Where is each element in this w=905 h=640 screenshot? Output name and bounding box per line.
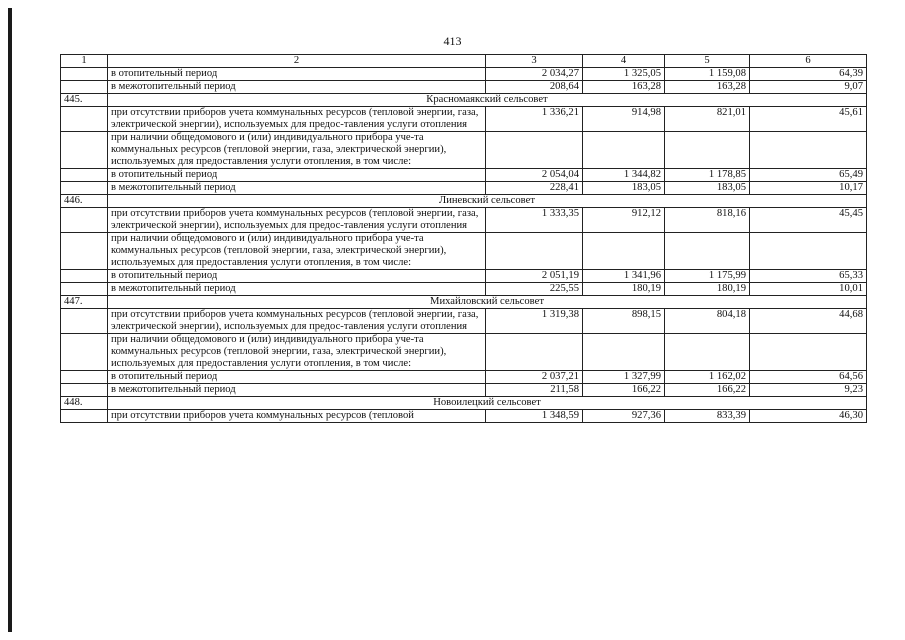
value-cell-col6: 64,56 — [750, 371, 867, 384]
row-number-cell — [61, 233, 108, 270]
value-cell-col4: 898,15 — [583, 309, 665, 334]
tariff-table — [60, 54, 867, 423]
row-number-cell — [61, 208, 108, 233]
value-cell-col6: 9,23 — [750, 384, 867, 397]
value-cell-col3: 211,58 — [486, 384, 583, 397]
value-cell-col4: 914,98 — [583, 107, 665, 132]
value-cell-col4: 1 344,82 — [583, 169, 665, 182]
header-cell: 2 — [108, 55, 486, 68]
header-cell: 5 — [665, 55, 750, 68]
value-cell-col6 — [750, 132, 867, 169]
value-cell-col5 — [665, 233, 750, 270]
value-cell-col4: 1 327,99 — [583, 371, 665, 384]
table-row — [61, 182, 867, 195]
header-cell: 1 — [61, 55, 108, 68]
value-cell-col5: 163,28 — [665, 81, 750, 94]
value-cell-col3 — [486, 233, 583, 270]
row-number-cell — [61, 270, 108, 283]
value-cell-col4: 912,12 — [583, 208, 665, 233]
section-title-cell: Красномаякский сельсовет — [108, 94, 867, 107]
table-row — [61, 334, 867, 371]
value-cell-col5: 1 159,08 — [665, 68, 750, 81]
row-description-cell: в отопительный период — [108, 371, 486, 384]
value-cell-col4 — [583, 132, 665, 169]
section-title-cell: Михайловский сельсовет — [108, 296, 867, 309]
value-cell-col5: 804,18 — [665, 309, 750, 334]
row-number-cell — [61, 81, 108, 94]
row-description-cell: в отопительный период — [108, 68, 486, 81]
row-description-cell: в межотопительный период — [108, 81, 486, 94]
section-row — [61, 94, 867, 107]
row-description-cell: в отопительный период — [108, 169, 486, 182]
value-cell-col5: 833,39 — [665, 410, 750, 423]
header-cell: 4 — [583, 55, 665, 68]
value-cell-col6: 65,49 — [750, 169, 867, 182]
value-cell-col6: 9,07 — [750, 81, 867, 94]
row-number-cell — [61, 283, 108, 296]
value-cell-col5: 818,16 — [665, 208, 750, 233]
value-cell-col3: 2 037,21 — [486, 371, 583, 384]
value-cell-col5: 1 178,85 — [665, 169, 750, 182]
value-cell-col6: 46,30 — [750, 410, 867, 423]
value-cell-col3: 2 054,04 — [486, 169, 583, 182]
value-cell-col4: 927,36 — [583, 410, 665, 423]
value-cell-col6: 65,33 — [750, 270, 867, 283]
table-row — [61, 283, 867, 296]
row-description-cell: при отсутствии приборов учета коммунальных ресурсов (тепловой — [108, 410, 486, 423]
section-row — [61, 296, 867, 309]
value-cell-col4: 183,05 — [583, 182, 665, 195]
section-number-cell: 446. — [61, 195, 108, 208]
row-description-cell: в межотопительный период — [108, 182, 486, 195]
table-row — [61, 371, 867, 384]
table-row — [61, 68, 867, 81]
table-row — [61, 132, 867, 169]
value-cell-col4: 163,28 — [583, 81, 665, 94]
section-row — [61, 195, 867, 208]
row-number-cell — [61, 410, 108, 423]
section-number-cell: 448. — [61, 397, 108, 410]
row-number-cell — [61, 107, 108, 132]
value-cell-col4 — [583, 334, 665, 371]
page-number: 413 — [443, 34, 462, 48]
row-number-cell — [61, 384, 108, 397]
value-cell-col6 — [750, 233, 867, 270]
value-cell-col3: 208,64 — [486, 81, 583, 94]
row-number-cell — [61, 132, 108, 169]
table-row — [61, 270, 867, 283]
value-cell-col4: 1 341,96 — [583, 270, 665, 283]
table-row — [61, 384, 867, 397]
value-cell-col5: 183,05 — [665, 182, 750, 195]
value-cell-col3 — [486, 132, 583, 169]
value-cell-col3: 1 319,38 — [486, 309, 583, 334]
value-cell-col3 — [486, 334, 583, 371]
section-title-cell: Новоилецкий сельсовет — [108, 397, 867, 410]
header-cell: 3 — [486, 55, 583, 68]
table-row — [61, 81, 867, 94]
value-cell-col3: 228,41 — [486, 182, 583, 195]
table-row — [61, 107, 867, 132]
value-cell-col4 — [583, 233, 665, 270]
value-cell-col4: 166,22 — [583, 384, 665, 397]
value-cell-col5: 821,01 — [665, 107, 750, 132]
section-number-cell: 445. — [61, 94, 108, 107]
table-row — [61, 233, 867, 270]
row-number-cell — [61, 334, 108, 371]
row-description-cell: в межотопительный период — [108, 384, 486, 397]
table-row — [61, 169, 867, 182]
value-cell-col3: 1 333,35 — [486, 208, 583, 233]
table-row — [61, 309, 867, 334]
section-row — [61, 397, 867, 410]
value-cell-col6: 64,39 — [750, 68, 867, 81]
row-description-cell: при наличии общедомового и (или) индивидуального прибора уче-та коммунальных ресурсов (тепловой энергии, газа, электрической энергии), используемых для предоставления услуги отопления, в том числе: — [108, 233, 486, 270]
row-number-cell — [61, 309, 108, 334]
value-cell-col5: 1 162,02 — [665, 371, 750, 384]
table-row — [61, 410, 867, 423]
row-description-cell: при наличии общедомового и (или) индивидуального прибора уче-та коммунальных ресурсов (тепловой энергии, газа, электрической энергии), используемых для предоставления услуги отопления, в том числе: — [108, 132, 486, 169]
value-cell-col5: 180,19 — [665, 283, 750, 296]
value-cell-col6: 44,68 — [750, 309, 867, 334]
row-description-cell: в отопительный период — [108, 270, 486, 283]
table-row — [61, 208, 867, 233]
value-cell-col3: 2 034,27 — [486, 68, 583, 81]
value-cell-col6: 45,45 — [750, 208, 867, 233]
value-cell-col6: 10,01 — [750, 283, 867, 296]
value-cell-col5: 1 175,99 — [665, 270, 750, 283]
value-cell-col3: 225,55 — [486, 283, 583, 296]
scan-edge-mark — [8, 8, 12, 632]
row-description-cell: в межотопительный период — [108, 283, 486, 296]
value-cell-col6: 45,61 — [750, 107, 867, 132]
row-number-cell — [61, 182, 108, 195]
row-description-cell: при отсутствии приборов учета коммунальных ресурсов (тепловой энергии, газа, электрической энергии), используемых для предос-тавления услуги отопления — [108, 309, 486, 334]
section-number-cell: 447. — [61, 296, 108, 309]
value-cell-col5: 166,22 — [665, 384, 750, 397]
row-description-cell: при наличии общедомового и (или) индивидуального прибора уче-та коммунальных ресурсов (тепловой энергии, газа, электрической энергии), используемых для предоставления услуги отопления, в том числе: — [108, 334, 486, 371]
header-cell: 6 — [750, 55, 867, 68]
value-cell-col6: 10,17 — [750, 182, 867, 195]
value-cell-col3: 1 336,21 — [486, 107, 583, 132]
row-number-cell — [61, 371, 108, 384]
value-cell-col5 — [665, 334, 750, 371]
row-number-cell — [61, 169, 108, 182]
value-cell-col6 — [750, 334, 867, 371]
value-cell-col5 — [665, 132, 750, 169]
value-cell-col4: 1 325,05 — [583, 68, 665, 81]
value-cell-col3: 2 051,19 — [486, 270, 583, 283]
section-title-cell: Линевский сельсовет — [108, 195, 867, 208]
row-description-cell: при отсутствии приборов учета коммунальных ресурсов (тепловой энергии, газа, электрической энергии), используемых для предос-тавления услуги отопления — [108, 107, 486, 132]
header-row — [61, 55, 867, 68]
value-cell-col4: 180,19 — [583, 283, 665, 296]
row-number-cell — [61, 68, 108, 81]
row-description-cell: при отсутствии приборов учета коммунальных ресурсов (тепловой энергии, газа, электрической энергии), используемых для предос-тавления услуги отопления — [108, 208, 486, 233]
value-cell-col3: 1 348,59 — [486, 410, 583, 423]
